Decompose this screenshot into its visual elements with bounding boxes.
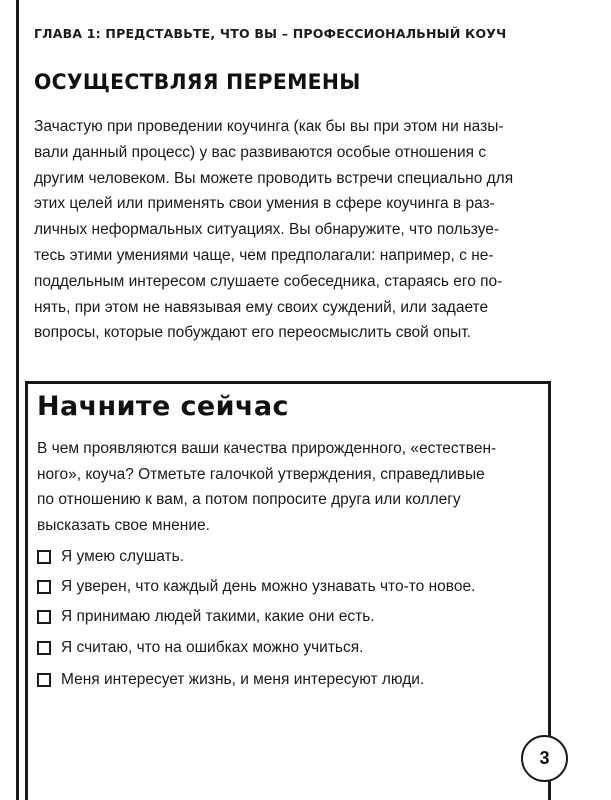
checkbox-icon[interactable] bbox=[37, 580, 51, 594]
box-intro-line: высказать свое мнение. bbox=[37, 516, 210, 534]
checkbox-icon[interactable] bbox=[37, 641, 51, 655]
paragraph-line: поддельным интересом слушаете собеседника, стараясь его по- bbox=[34, 272, 503, 290]
box-title: Начните сейчас bbox=[37, 391, 289, 422]
page-number: 3 bbox=[521, 735, 568, 782]
running-head: ГЛАВА 1: ПРЕДСТАВЬТЕ, ЧТО ВЫ – ПРОФЕССИОНАЛЬНЫЙ КОУЧ bbox=[34, 26, 507, 41]
checklist-item[interactable] bbox=[37, 548, 184, 566]
box-intro-line: В чем проявляются ваши качества прирожденного, «естествен- bbox=[37, 440, 497, 457]
section-title: ОСУЩЕСТВЛЯЯ ПЕРЕМЕНЫ bbox=[34, 70, 361, 94]
box-intro bbox=[37, 436, 517, 538]
checklist-item[interactable] bbox=[37, 578, 475, 596]
paragraph-line: нять, при этом не навязывая ему своих суждений, или задаете bbox=[34, 298, 489, 316]
paragraph-line: другим человеком. Вы можете проводить встречи специально для bbox=[34, 169, 514, 187]
left-margin-rule bbox=[16, 0, 19, 800]
paragraph-line: вали данный процесс) у вас развиваются особые отношения с bbox=[34, 143, 487, 161]
checklist-item[interactable] bbox=[37, 639, 363, 657]
checklist-item-label: Я считаю, что на ошибках можно учиться. bbox=[61, 639, 364, 656]
checklist-item-label: Я принимаю людей такими, какие они есть. bbox=[61, 608, 375, 625]
checklist-item[interactable] bbox=[37, 671, 424, 689]
box-intro-line: ного», коуча? Отметьте галочкой утверждения, справедливые bbox=[37, 465, 485, 483]
checkbox-icon[interactable] bbox=[37, 550, 51, 564]
checkbox-icon[interactable] bbox=[37, 673, 51, 687]
checkbox-icon[interactable] bbox=[37, 610, 51, 624]
box-intro-line: по отношению к вам, а потом попросите друга или коллегу bbox=[37, 491, 461, 508]
section-paragraph bbox=[34, 114, 514, 346]
paragraph-line: личных неформальных ситуациях. Вы обнаружите, что пользуе- bbox=[34, 221, 500, 239]
checklist-item[interactable] bbox=[37, 608, 375, 626]
checklist-item-label: Меня интересует жизнь, и меня интересуют люди. bbox=[61, 671, 425, 688]
paragraph-line: тесь этими умениями чаще, чем предполагали: например, с не- bbox=[34, 246, 494, 264]
paragraph-line: Зачастую при проведении коучинга (как бы вы при этом ни назы- bbox=[34, 118, 504, 135]
paragraph-line: вопросы, которые побуждают его переосмыслить свой опыт. bbox=[34, 324, 471, 342]
paragraph-line: этих целей или применять свои умения в сфере коучинга в раз- bbox=[34, 195, 495, 213]
checklist-item-label: Я уверен, что каждый день можно узнавать что-то новое. bbox=[61, 578, 476, 595]
checklist-item-label: Я умею слушать. bbox=[61, 548, 185, 565]
